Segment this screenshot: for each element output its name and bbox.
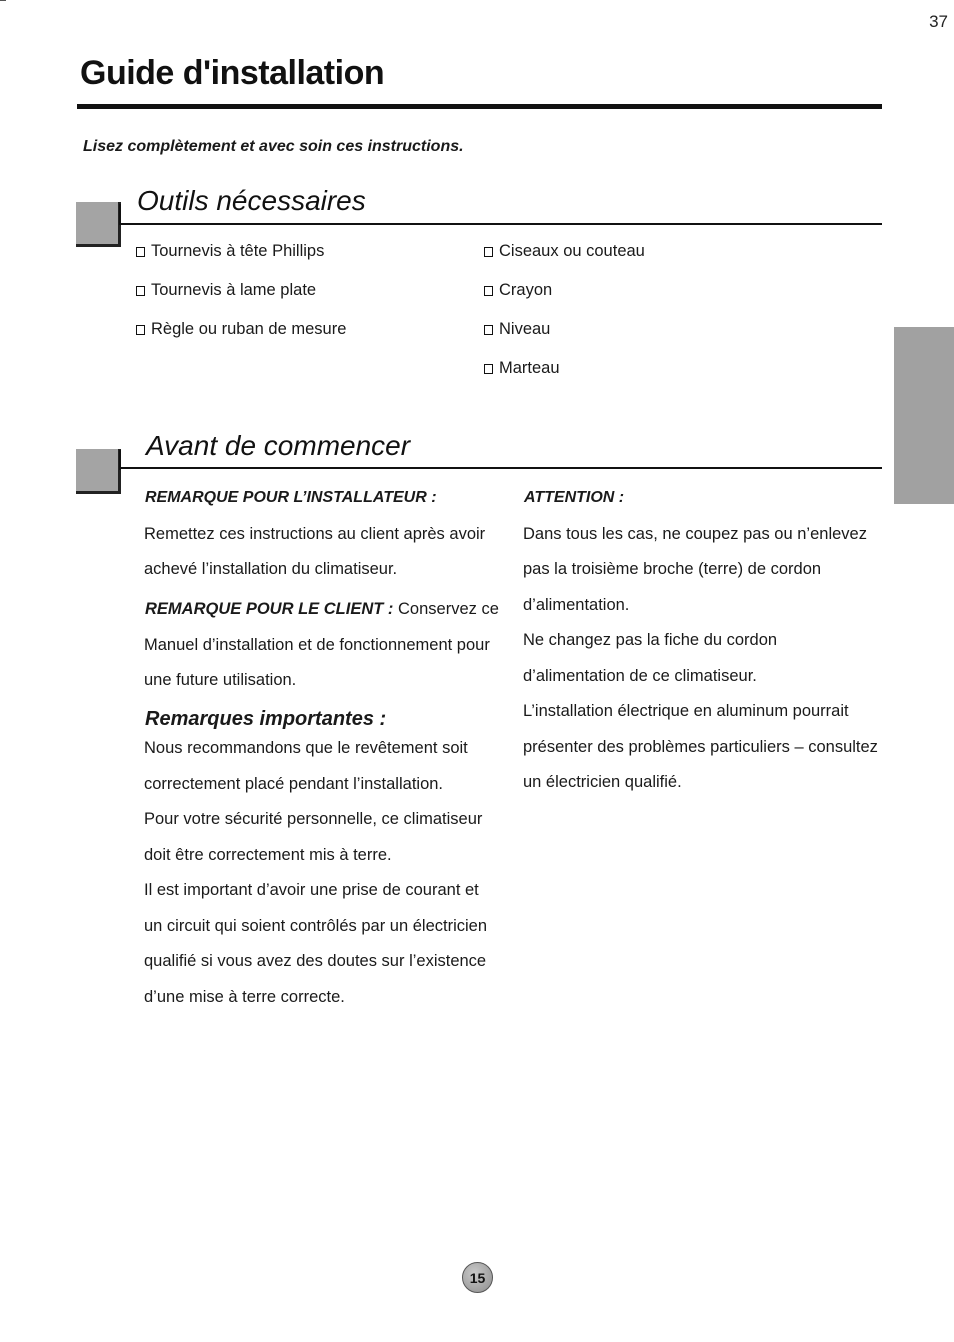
body-line: d’alimentation de ce climatiseur.	[523, 667, 757, 685]
body-line: Ne changez pas la fiche du cordon	[523, 631, 778, 649]
tool-item-label: Niveau	[499, 320, 551, 338]
top-page-number: 37	[929, 12, 948, 31]
body-line: d’alimentation.	[523, 596, 630, 614]
body-line: L’installation électrique en aluminum pourrait	[523, 702, 849, 720]
body-line: pas la troisième broche (terre) de cordon	[523, 560, 822, 578]
tool-item-label: Règle ou ruban de mesure	[151, 320, 347, 338]
body-line: un circuit qui soient contrôlés par un électricien	[144, 917, 488, 935]
body-line: doit être correctement mis à terre.	[144, 846, 392, 864]
body-line: Il est important d’avoir une prise de courant et	[144, 881, 479, 899]
section-rule-tools	[119, 223, 882, 225]
body-line: qualifié si vous avez des doutes sur l’existence	[144, 952, 487, 970]
section-title-tools: Outils nécessaires	[137, 185, 366, 216]
tool-item	[136, 281, 316, 300]
tool-item	[136, 242, 324, 261]
page-number-badge: 15	[462, 1262, 493, 1293]
tool-item	[484, 359, 560, 378]
section-marker-tools	[76, 202, 121, 247]
body-line: Nous recommandons que le revêtement soit	[144, 739, 468, 757]
body-line: achevé l’installation du climatiseur.	[144, 560, 398, 578]
client-note-rest: Conservez ce	[393, 600, 499, 618]
body-line: une future utilisation.	[144, 671, 297, 689]
tool-item-label: Tournevis à tête Phillips	[151, 242, 325, 260]
tool-item	[484, 242, 645, 261]
corner-mark	[0, 0, 6, 1]
tool-item	[136, 320, 346, 339]
checkbox-icon	[136, 286, 145, 296]
client-heading: REMARQUE POUR LE CLIENT :	[145, 600, 394, 618]
important-heading: Remarques importantes :	[145, 708, 387, 730]
page-title: Guide d'installation	[80, 54, 385, 92]
body-line: Remettez ces instructions au client après avoir	[144, 525, 486, 543]
client-note-line	[145, 600, 499, 619]
attention-heading: ATTENTION :	[524, 489, 625, 506]
body-line: d’une mise à terre correcte.	[144, 988, 345, 1006]
section-rule-before	[119, 467, 882, 469]
tool-item-label: Tournevis à lame plate	[151, 281, 317, 299]
tool-item	[484, 281, 552, 300]
checkbox-icon	[484, 247, 493, 257]
section-marker-before	[76, 449, 121, 494]
tool-item-label: Ciseaux ou couteau	[499, 242, 645, 260]
checkbox-icon	[136, 247, 145, 257]
installer-heading: REMARQUE POUR L’INSTALLATEUR :	[145, 489, 437, 506]
body-line: un électricien qualifié.	[523, 773, 682, 791]
section-title-before: Avant de commencer	[146, 430, 411, 461]
intro-text: Lisez complètement et avec soin ces instructions.	[83, 138, 464, 155]
body-line: présenter des problèmes particuliers – consultez	[523, 738, 878, 756]
checkbox-icon	[484, 286, 493, 296]
body-line: correctement placé pendant l’installation.	[144, 775, 444, 793]
checkbox-icon	[136, 325, 145, 335]
side-tab	[894, 327, 954, 504]
section-rule-tick	[119, 204, 121, 224]
body-line: Dans tous les cas, ne coupez pas ou n’enlevez	[523, 525, 867, 543]
title-rule	[77, 104, 882, 109]
checkbox-icon	[484, 325, 493, 335]
tool-item-label: Marteau	[499, 359, 560, 377]
tool-item	[484, 320, 550, 339]
checkbox-icon	[484, 364, 493, 374]
tool-item-label: Crayon	[499, 281, 553, 299]
body-line: Manuel d’installation et de fonctionnement pour	[144, 636, 490, 654]
body-line: Pour votre sécurité personnelle, ce climatiseur	[144, 810, 483, 828]
